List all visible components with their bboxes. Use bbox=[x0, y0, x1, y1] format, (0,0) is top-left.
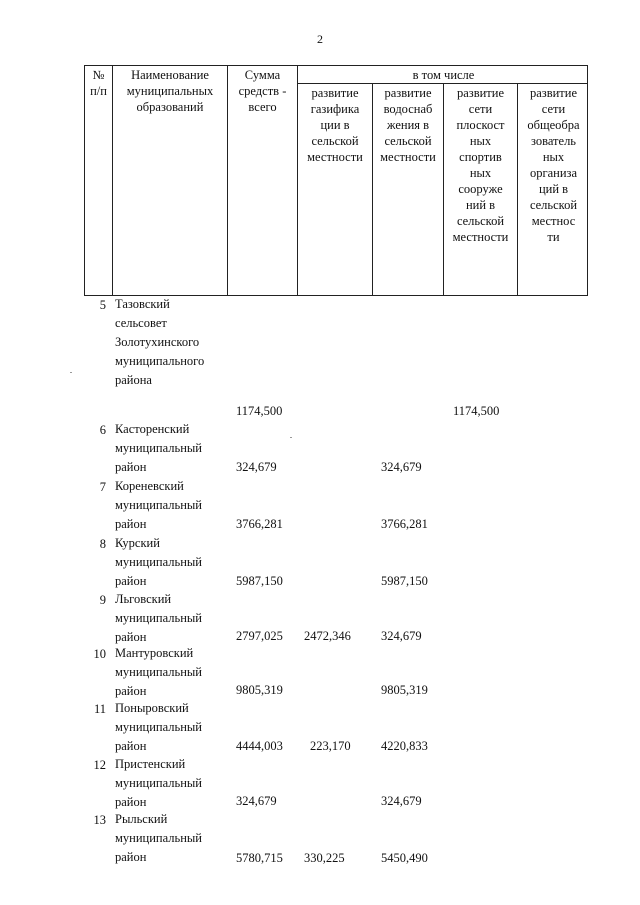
value-total: 3766,281 bbox=[236, 517, 283, 531]
value-total: 1174,500 bbox=[236, 404, 283, 418]
value-water: 3766,281 bbox=[381, 517, 428, 531]
header-divider bbox=[297, 83, 587, 84]
row-number: 12 bbox=[93, 758, 106, 772]
value-total: 324,679 bbox=[236, 460, 277, 474]
header-sport: развитие сети плоскост ных спортив ных сооруже ний в сельской местности bbox=[452, 86, 509, 244]
row-municipality: Рыльский муниципальный район bbox=[115, 812, 202, 864]
header-water: развитие водоснаб жения в сельской местности bbox=[380, 86, 436, 164]
value-total: 2797,025 bbox=[236, 629, 283, 643]
header-including: в том числе bbox=[412, 68, 475, 82]
value-total: 9805,319 bbox=[236, 683, 283, 697]
value-water: 324,679 bbox=[381, 460, 422, 474]
row-municipality: Курский муниципальный район bbox=[115, 536, 202, 588]
value-water: 5987,150 bbox=[381, 574, 428, 588]
header-total: Сумма средств - всего bbox=[238, 68, 287, 114]
header-schools: развитие сети общеобра зователь ных организа ций в сельской местнос ти bbox=[527, 86, 580, 244]
value-water: 4220,833 bbox=[381, 739, 428, 753]
row-municipality: Тазовский сельсовет Золотухинского муниципального района bbox=[115, 297, 205, 387]
scan-speck bbox=[70, 372, 72, 373]
scan-speck bbox=[290, 437, 292, 438]
row-number: 6 bbox=[99, 423, 106, 437]
row-municipality: Пристенский муниципальный район bbox=[115, 757, 202, 809]
row-municipality: Льговский муниципальный район bbox=[115, 592, 202, 644]
value-total: 4444,003 bbox=[236, 739, 283, 753]
value-water: 324,679 bbox=[381, 629, 422, 643]
value-gas: 2472,346 bbox=[304, 629, 351, 643]
header-gas: развитие газифика ции в сельской местности bbox=[307, 86, 363, 164]
page-number: 2 bbox=[317, 32, 323, 46]
row-number: 11 bbox=[93, 702, 106, 716]
row-number: 13 bbox=[93, 813, 106, 827]
table-header bbox=[84, 65, 588, 296]
header-num: № п/п bbox=[90, 68, 107, 98]
row-municipality: Касторенский муниципальный район bbox=[115, 422, 202, 474]
value-total: 324,679 bbox=[236, 794, 277, 808]
value-total: 5987,150 bbox=[236, 574, 283, 588]
value-gas: 223,170 bbox=[310, 739, 351, 753]
value-gas: 330,225 bbox=[304, 851, 345, 865]
value-water: 324,679 bbox=[381, 794, 422, 808]
row-municipality: Мантуровский муниципальный район bbox=[115, 646, 202, 698]
row-number: 10 bbox=[93, 647, 106, 661]
value-sport: 1174,500 bbox=[453, 404, 500, 418]
row-municipality: Кореневский муниципальный район bbox=[115, 479, 202, 531]
header-name: Наименование муниципальных образований bbox=[126, 68, 214, 114]
value-total: 5780,715 bbox=[236, 851, 283, 865]
row-municipality: Поныровский муниципальный район bbox=[115, 701, 202, 753]
value-water: 9805,319 bbox=[381, 683, 428, 697]
row-number: 9 bbox=[99, 593, 106, 607]
row-number: 7 bbox=[99, 480, 106, 494]
value-water: 5450,490 bbox=[381, 851, 428, 865]
row-number: 5 bbox=[99, 298, 106, 312]
row-number: 8 bbox=[99, 537, 106, 551]
